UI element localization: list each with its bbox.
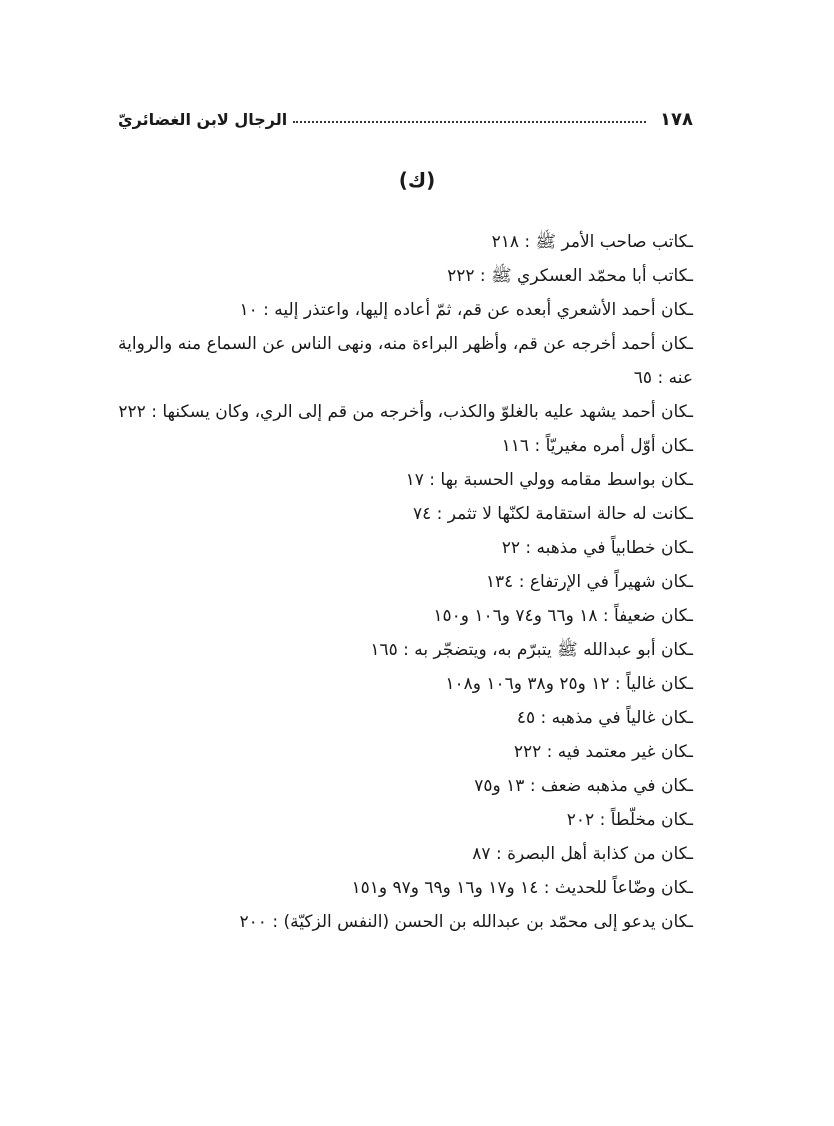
index-entry: ـكان غالياً في مذهبه : ٤٥ [516, 708, 693, 728]
index-entry: ـكان غالياً : ١٢ و٢٥ و٣٨ و١٠٦ و١٠٨ [445, 674, 693, 694]
section-heading: (ك) [398, 168, 436, 192]
index-entry: ـكان أحمد الأشعري أبعده عن قم، ثمّ أعاده إليها، واعتذر إليه : ١٠ [239, 300, 693, 320]
index-entry: ـكان خطابياً في مذهبه : ٢٢ [501, 538, 693, 558]
index-entry: ـكان يدعو إلى محمّد بن عبدالله بن الحسن (النفس الزكيّة) : ٢٠٠ [239, 912, 693, 932]
running-title: الرجال لابن الغضائريّ [118, 109, 288, 129]
index-entry: ـكان شهيراً في الإرتفاع : ١٣٤ [485, 572, 693, 592]
index-entry: ـكان في مذهبه ضعف : ١٣ و٧٥ [474, 776, 693, 796]
index-entry: ـكان وضّاعاً للحديث : ١٤ و١٧ و١٦ و٦٩ و٩٧ و١٥١ [351, 878, 693, 898]
index-entry: ـكان أحمد يشهد عليه بالغلوّ والكذب، وأخرجه من قم إلى الري، وكان يسكنها : ٢٢٢ [118, 402, 693, 422]
index-entry: ـكان غير معتمد فيه : ٢٢٢ [513, 742, 693, 762]
header-dot-leader [293, 121, 646, 123]
index-entry: ـكان من كذابة أهل البصرة : ٨٧ [472, 844, 693, 864]
index-entry: ـكان بواسط مقامه وولي الحسبة بها : ١٧ [405, 470, 693, 490]
page-header [118, 104, 693, 134]
index-entry: ـكان أوّل أمره مغيريّاً : ١١٦ [501, 436, 693, 456]
page-number: ١٧٨ [660, 108, 693, 130]
index-entry: ـكان مخلّطاً : ٢٠٢ [566, 810, 693, 830]
index-entry: ـكانت له حالة استقامة لكنّها لا تثمر : ٧٤ [412, 504, 693, 524]
index-entry: ـكان ضعيفاً : ١٨ و٦٦ و٧٤ و١٠٦ و١٥٠ [433, 606, 693, 626]
index-entries [118, 225, 693, 939]
index-entry: ـكاتب أبا محمّد العسكري ﷺ : ٢٢٢ [447, 266, 693, 286]
index-entry: ـكاتب صاحب الأمر ﷺ : ٢١٨ [491, 232, 693, 252]
index-entry: ـكان أبو عبدالله ﷺ يتبرّم به، ويتضجّر به : ١٦٥ [370, 640, 693, 660]
index-entry: ـكان أحمد أخرجه عن قم، وأظهر البراءة منه، ونهى الناس عن السماع منه والرواية عنه : ٦٥ [118, 334, 693, 388]
